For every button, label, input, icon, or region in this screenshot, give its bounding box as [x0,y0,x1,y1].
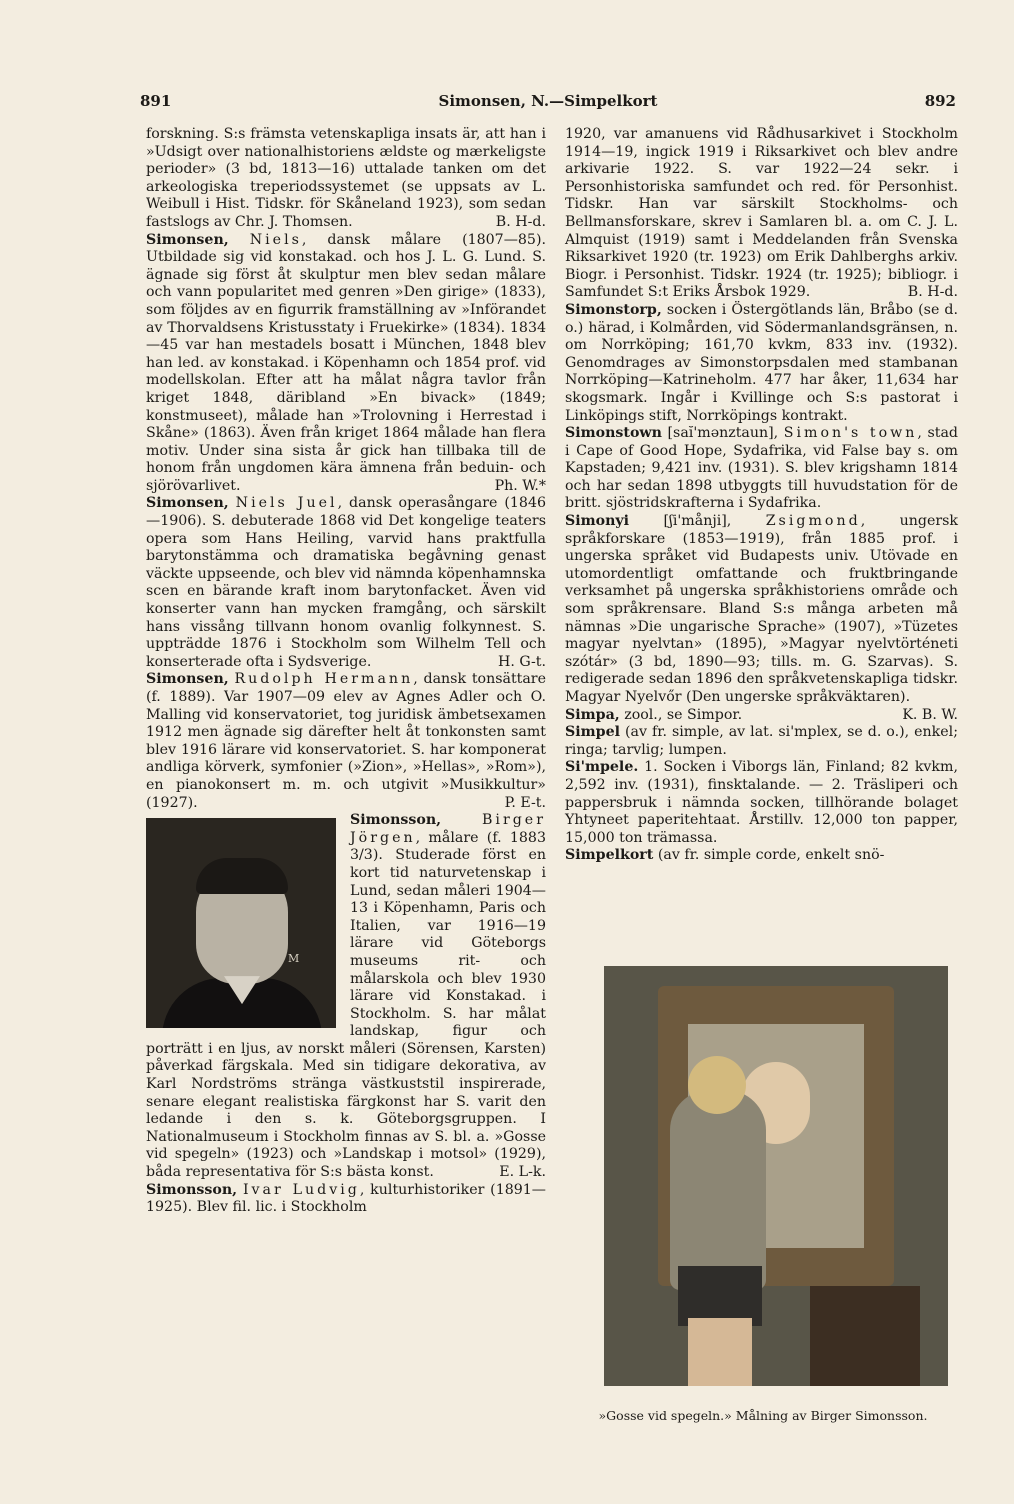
entry-simonstorp: Simonstorp, socken i Östergötlands län, Bråbo (se d. o.) härad, i Kolmården, vid Södermanlandsgränsen, n. om Norrköping; 161,70 kvkm, 833 inv. (1932). Genomdrages av Simonstorpsdalen med stambanan Norrköping—Katrineholm. 477 har åker, 11,634 har skogsmark. Ingår i Kvillinge och S:s pastorat i Linköpings stift, Norrköpings kontrakt. [565,301,958,424]
author-signature: B. H-d. [495,213,546,230]
entry-headword: Simonsson, [146,1181,238,1198]
entry-name: Niels Juel [235,495,338,512]
entry-headword: Simonsen, [146,231,229,248]
entry-name: Ivar Ludvig [242,1181,360,1198]
entry-simpele: Si'mpele. 1. Socken i Viborgs län, Finland; 82 kvkm, 2,592 inv. (1931), finsktalande. — 2. Träsliperi och pappersbruk i nämnda socken, tillhörande bolaget Yhtyneet paperitehtaat. Årstillv. 12,000 ton papper, 15,000 ton trämassa. [565,759,958,846]
entry-name: Rudolph Hermann [234,671,414,688]
entry-headword: Simonsson, [350,812,442,829]
page-number-right: 892 [924,92,956,110]
author-signature: K. B. W. [902,706,958,723]
left-column [146,126,546,1217]
entry-headword: Simonsen, [146,671,229,688]
entry-headword: Simonstorp, [565,301,662,318]
entry-simpel: Simpel (av fr. simple, av lat. si'mplex, se d. o.), enkel; ringa; tarvlig; lumpen. [565,724,958,758]
entry-continuation: 1920, var amanuens vid Rådhusarkivet i Stockholm 1914—19, ingick 1919 i Riksarkivet och blev andre arkivarie 1922. S. var 1922—24 sekr. i Personhistoriska samfundet och red. för Personhist. Tidskr. Han var särskilt Stockholms- och Bellmansforskare, skrev i Samlaren bl. a. om C. J. L. Almquist (1919) samt i Meddelanden från Svenska Riksarkivet 1920 (tr. 1923) om Erik Dahlberghs arkiv. Biogr. i Personhist. Tidskr. 1924 (tr. 1925); bibliogr. i Samfundet S:t Eriks Årsbok 1929. B. H-d. [565,126,958,301]
entry-headword: Simonstown [565,425,662,442]
page-header [136,92,960,116]
entry-headword: Simonsen, [146,495,229,512]
entry-headword: Simpa, [565,706,620,723]
painting-illustration [604,966,948,1386]
author-signature: Ph. W.* [494,477,546,494]
entry-headword: Si'mpele. [565,759,639,776]
entry-headword: Simpelkort [565,847,654,864]
entry-simonsen-niels-juel: Simonsen, Niels Juel, dansk operasångare (1846—1906). S. debuterade 1868 vid Det kongelige teaters opera som Hans Heiling, varvid hans praktfulla barytonstämma och dramatiska begåvning genast väckte uppseende, och blev vid nämnda köpenhamnska scen en bärande kraft inom barytonfacket. Även vid konserter vann han mycken framgång, och särskilt hans vissång tillvann honom ovanlig folkynnest. S. uppträdde 1876 i Stockholm som Wilhelm Tell och konserterade ofta i Sydsverige. H. G-t. [146,495,547,670]
page-number-left: 891 [140,92,172,110]
running-title: Simonsen, N.—Simpelkort [438,92,658,110]
entry-simonstown: Simonstown [saĭ'mənztaun], Simon's town, stad i Cape of Good Hope, Sydafrika, vid False bay s. om Kapstaden; 9,421 inv. (1931). S. blev krigshamn 1814 och har sedan 1898 utbyggts till huvudstation för de britt. sjöstridskrafterna i Sydafrika. [565,425,958,512]
author-signature: H. G-t. [498,653,546,670]
entry-name: Zsigmond [765,513,861,530]
photo-monogram: M [288,952,300,966]
entry-name: Simon's town [783,425,918,442]
entry-simonsson-birger: Simonsson, Birger Jörgen, målare (f. 1883 3/3). Studerade först en kort tid naturvetenskap i Lund, sedan måleri 1904—13 i Köpenhamn, Paris och Italien, var 1916—19 lärare vid Göteborgs museums rit- och målarskola och blev 1930 lärare vid Konstakad. i Stockholm. S. har målat landskap, figur och porträtt i en ljus, av norskt måleri (Sörensen, Karsten) påverkad färgskala. Med sin tidigare dekorativa, av Karl Nordströms stränga västkuststil inspirerade, senare elegant realistiska färgkonst har S. varit den ledande i den s. k. Göteborgsgruppen. I Nationalmuseum i Stockholm finnas av S. bl. a. »Gosse vid spegeln» (1923) och »Landskap i motsol» (1929), båda representativa för S:s bästa konst. E. L-k. [146,812,546,1181]
entry-simonsen-rudolph: Simonsen, Rudolph Hermann, dansk tonsättare (f. 1889). Var 1907—09 elev av Agnes Adler och O. Malling vid konservatoriet, tog juridisk ämbetsexamen 1912 men ägnade sig därefter helt åt tonkonsten samt blev 1916 lärare vid konservatoriet. S. har komponerat andliga körverk, symfonier (»Zion», »Hellas», »Rom»), en pianokonsert m. m. och utgivit »Musikkultur» (1927). P. E-t. [146,671,546,811]
entry-simonsson-ivar: Simonsson, Ivar Ludvig, kulturhistoriker (1891—1925). Blev fil. lic. i Stockholm [146,1181,546,1216]
entry-name: Birger Jörgen [350,812,546,846]
entry-headword: Simpel [565,724,620,741]
painting-caption: »Gosse vid spegeln.» Målning av Birger Simonsson. [598,1408,928,1423]
entry-continuation: forskning. S:s främsta vetenskapliga insats är, att han i »Udsigt over nationalhistoriens ældste og mærkeligste perioder» (3 bd, 1813—16) uttalade tanken om det arkeologiska treperiodssystemet (se uppsats av L. Weibull i Hist. Tidskr. för Skåneland 1923), som sedan fastslogs av Chr. J. Thomsen. B. H-d. [146,126,546,230]
portrait-photo [146,818,336,1028]
right-column [565,126,958,865]
author-signature: P. E-t. [504,794,546,811]
entry-simpelkort: Simpelkort (av fr. simple corde, enkelt snö- [565,847,885,864]
author-signature: E. L-k. [499,1164,546,1181]
author-signature: B. H-d. [907,284,958,301]
entry-name: Niels [249,231,302,248]
entry-simonyi: Simonyi [ʃi'månji], Zsigmond, ungersk språkforskare (1853—1919), från 1885 prof. i ungerska språket vid Budapests univ. Utövade en utomordentligt omfattande och fruktbringande verksamhet på ungerska språkhistoriens område och som språkrensare. Bland S:s många arbeten må nämnas »Die ungarische Sprache» (1907), »Tüzetes magyar nyelvtan» (1895), »Magyar nyelvtörténeti szótár» (3 bd, 1890—93; tills. m. G. Szarvas). S. redigerade sedan 1896 den språkvetenskapliga tidskr. Magyar Nyelvőr (Den ungerske språkväktaren). K. B. W. [565,513,958,723]
entry-simonsen-niels: Simonsen, Niels, dansk målare (1807—85). Utbildade sig vid konstakad. och hos J. L. G. Lund. S. ägnade sig först åt skulptur men blev sedan målare och vann popularitet med genren »Den girige» (1833), som följdes av en figurrik framställning av »Införandet av Thorvaldsens Kristusstaty i Fruekirke» (1834). 1834—45 var han mestadels bosatt i München, 1848 blev han led. av konstakad. i Köpenhamn och 1854 prof. vid modellskolan. Efter att ha målat några tavlor från kriget 1848, däribland »En bivack» (1849; konstmuseet), målade han »Trolovning i Herrestad i Skåne» (1863). Även från kriget 1864 målade han flera motiv. Under sina sista år gick han tillbaka till de honom från ungdomen kära ämnena från beduin- och sjörövarlivet. Ph. W.* [146,231,546,494]
entry-headword: Simonyi [565,513,630,530]
entry-simpa: Simpa, zool., se Simpor. [565,706,743,723]
